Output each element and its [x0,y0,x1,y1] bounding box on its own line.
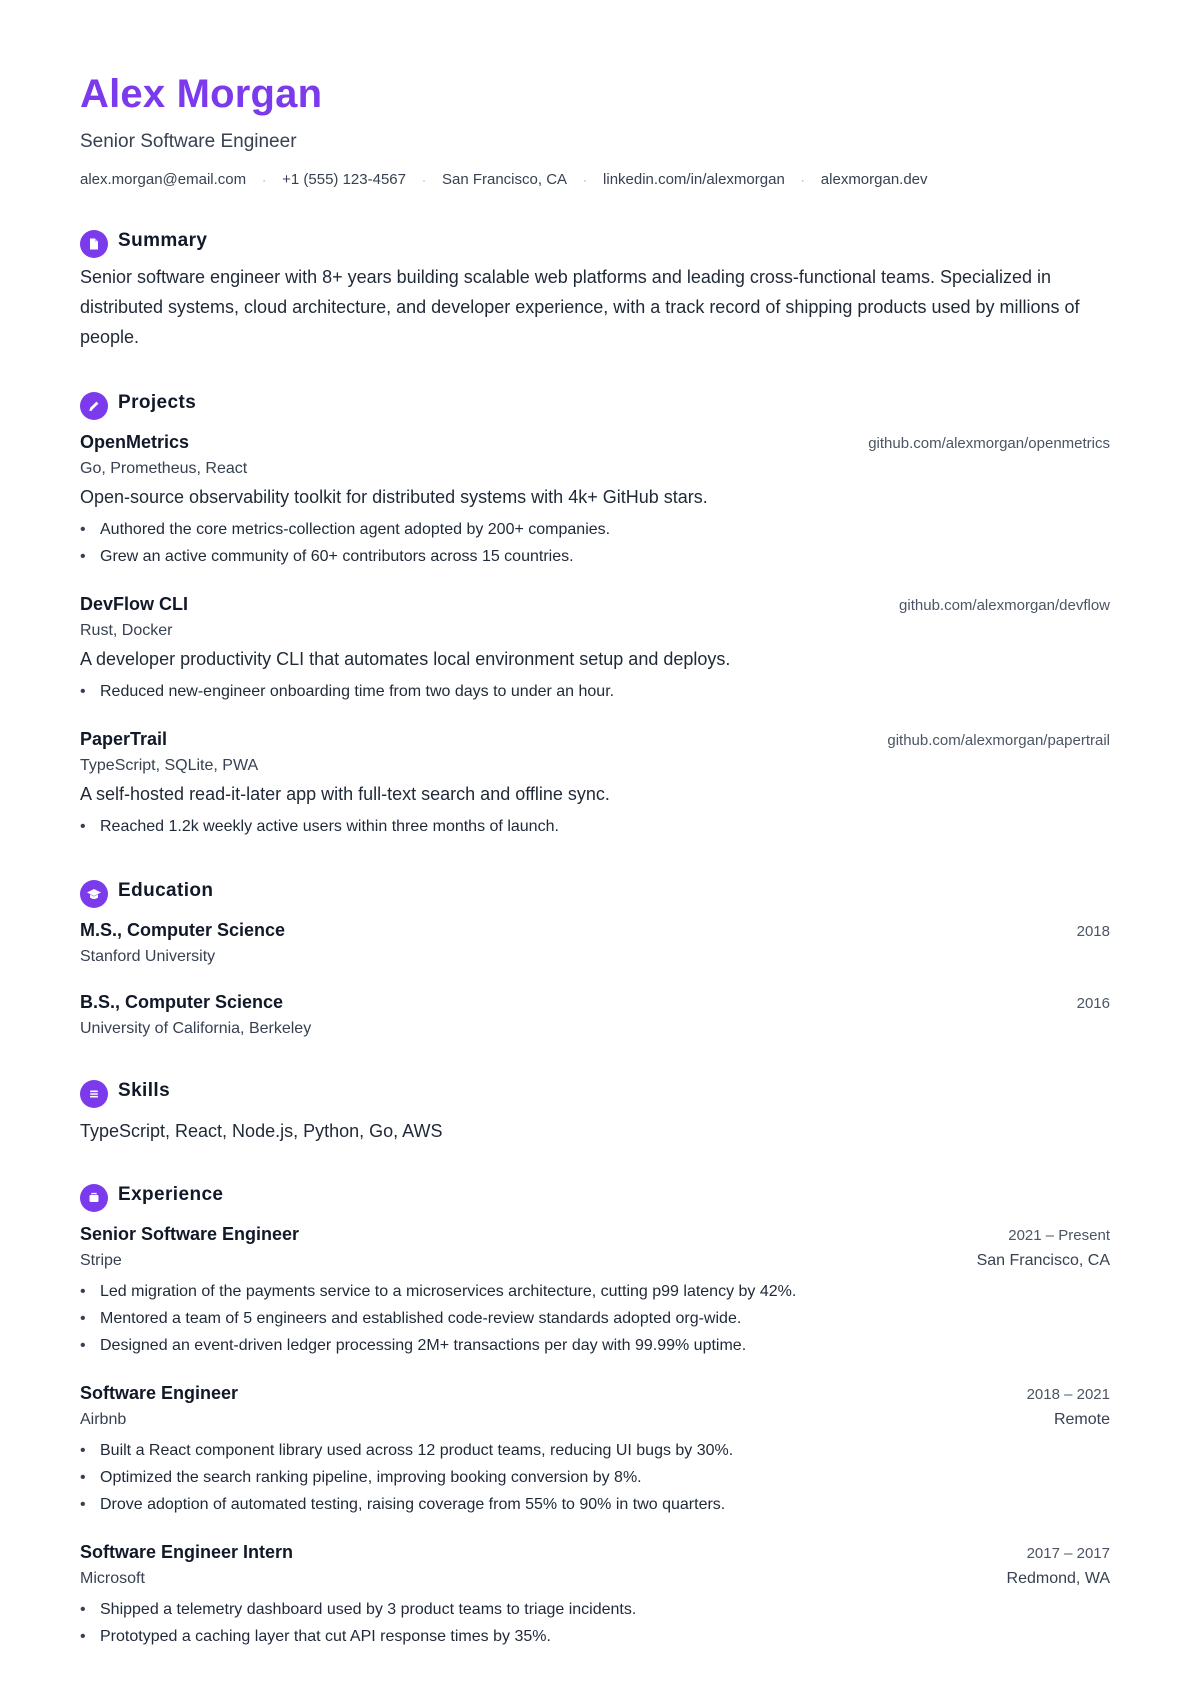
education-entry [80,990,1110,1040]
summary-heading [80,226,1110,256]
bullet-item: • Built a React component library used across 12 product teams, reducing UI bugs by 30%. [80,1437,1110,1464]
resume-header [80,66,1110,190]
bullet-item: • Authored the core metrics-collection agent adopted by 200+ companies. [80,516,1110,543]
job-title: Senior Software Engineer [80,1224,300,1244]
skills-section [80,1076,1110,1144]
experience-section [80,1180,1110,1650]
bullet-item: • Reached 1.2k weekly active users within three months of launch. [80,813,1110,840]
section-title: Education [118,880,214,901]
graduation-year: 2018 [1076,923,1110,940]
job-dates: 2018 – 2021 [1026,1386,1110,1403]
bullet-item: • Designed an event-driven ledger processing 2M+ transactions per day with 99.99% uptime. [80,1332,1110,1359]
company: Stripe [80,1252,122,1269]
bullet-item: • Grew an active community of 60+ contributors across 15 countries. [80,543,1110,570]
school: Stanford University [80,948,216,965]
contact-location: San Francisco, CA [441,171,568,188]
section-title: Skills [118,1080,171,1101]
job-location: Redmond, WA [1006,1570,1110,1587]
education-entry [80,918,1110,968]
contact-linkedin[interactable]: linkedin.com/in/alexmorgan [603,171,785,188]
section-title: Summary [118,230,208,251]
experience-entry [80,1540,1110,1650]
degree: M.S., Computer Science [80,920,286,940]
project-entry [80,727,1110,840]
project-tech: Go, Prometheus, React [80,460,248,477]
project-tech: Rust, Docker [80,622,173,639]
briefcase-icon [80,1184,108,1212]
project-link[interactable]: github.com/alexmorgan/devflow [899,597,1110,614]
document-icon [80,230,108,258]
experience-entry [80,1381,1110,1518]
candidate-name: Alex Morgan [80,72,323,116]
job-location: San Francisco, CA [976,1252,1110,1269]
project-name: PaperTrail [80,729,168,749]
contact-website[interactable]: alexmorgan.dev [820,171,928,188]
contact-email[interactable]: alex.morgan@email.com [80,171,247,188]
projects-section [80,388,1110,840]
school: University of California, Berkeley [80,1020,312,1037]
project-entry [80,430,1110,570]
contact-separator: · [262,173,267,187]
company: Airbnb [80,1411,127,1428]
bullet-item: • Mentored a team of 5 engineers and established code-review standards adopted org-wide. [80,1305,1110,1332]
project-tech: TypeScript, SQLite, PWA [80,757,259,774]
summary-section [80,226,1110,352]
skills-list: TypeScript, React, Node.js, Python, Go, AWS [80,1121,443,1141]
bullet-item: • Drove adoption of automated testing, raising coverage from 55% to 90% in two quarters. [80,1491,1110,1518]
bullet-item: • Led migration of the payments service to a microservices architecture, cutting p99 latency by 42%. [80,1278,1110,1305]
job-title: Software Engineer [80,1383,239,1403]
education-heading [80,876,1110,906]
project-description: A developer productivity CLI that automates local environment setup and deploys. [80,649,731,669]
project-description: Open-source observability toolkit for distributed systems with 4k+ GitHub stars. [80,487,708,507]
company: Microsoft [80,1570,145,1587]
contact-phone[interactable]: +1 (555) 123-4567 [282,171,406,188]
graduation-year: 2016 [1076,995,1110,1012]
job-bullets [80,1437,1110,1518]
job-dates: 2017 – 2017 [1026,1545,1110,1562]
degree: B.S., Computer Science [80,992,284,1012]
experience-heading [80,1180,1110,1210]
project-bullets [80,678,1110,705]
contact-separator: · [583,173,588,187]
job-location: Remote [1053,1411,1110,1428]
candidate-headline: Senior Software Engineer [80,131,297,152]
contact-separator: · [421,173,426,187]
project-name: OpenMetrics [80,432,190,452]
project-link[interactable]: github.com/alexmorgan/openmetrics [868,435,1110,452]
experience-entry [80,1222,1110,1359]
projects-heading [80,388,1110,418]
project-bullets [80,516,1110,570]
contact-line [80,170,1110,190]
job-bullets [80,1596,1110,1650]
bullet-item: • Prototyped a caching layer that cut API response times by 35%. [80,1623,1110,1650]
project-link[interactable]: github.com/alexmorgan/papertrail [887,732,1110,749]
list-icon [80,1080,108,1108]
bullet-item: • Optimized the search ranking pipeline, improving booking conversion by 8%. [80,1464,1110,1491]
project-entry [80,592,1110,705]
project-name: DevFlow CLI [80,594,189,614]
project-bullets [80,813,1110,840]
job-title: Software Engineer Intern [80,1542,294,1562]
bullet-item: • Reduced new-engineer onboarding time from two days to under an hour. [80,678,1110,705]
contact-separator: · [800,173,805,187]
education-section [80,876,1110,1040]
job-dates: 2021 – Present [1008,1227,1110,1244]
section-title: Projects [118,392,197,413]
project-description: A self-hosted read-it-later app with full-text search and offline sync. [80,784,610,804]
bullet-item: • Shipped a telemetry dashboard used by 3 product teams to triage incidents. [80,1596,1110,1623]
job-bullets [80,1278,1110,1359]
summary-text: Senior software engineer with 8+ years building scalable web platforms and leading cross-functional teams. Specialized in distributed systems, cloud architecture, and developer experience, with a track record of shipping products used by millions of people. [80,267,1080,347]
pencil-icon [80,392,108,420]
section-title: Experience [118,1184,224,1205]
graduation-cap-icon [80,880,108,908]
skills-heading [80,1076,1110,1106]
